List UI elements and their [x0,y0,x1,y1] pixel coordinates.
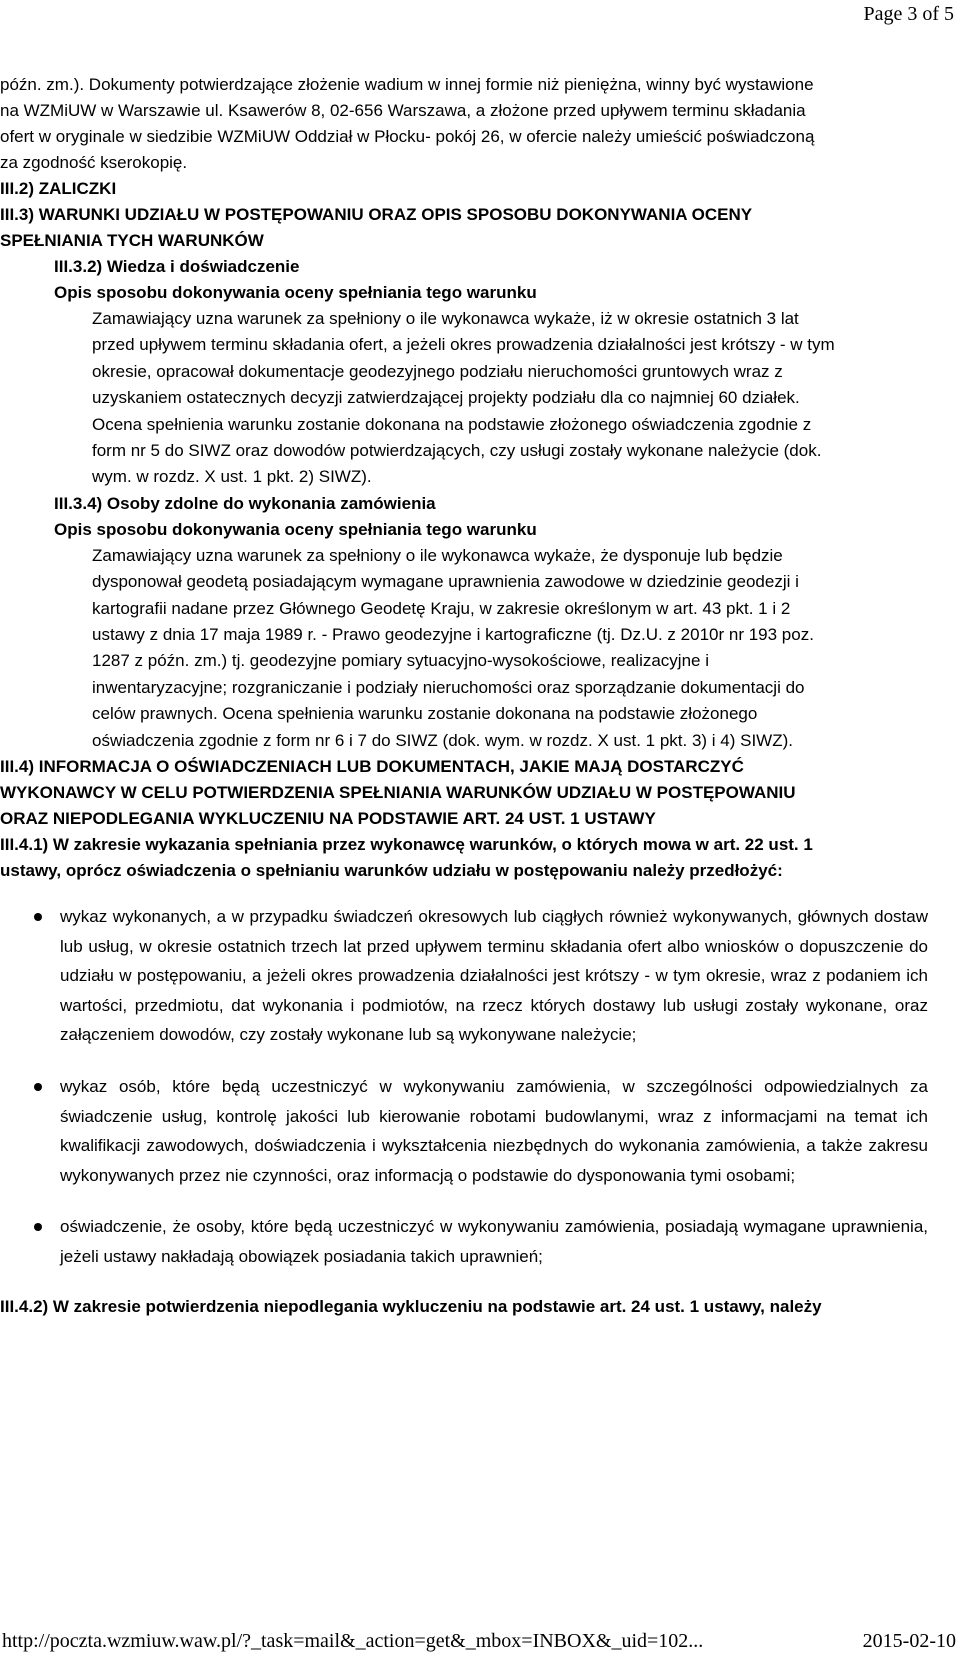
text-line: ustawy z dnia 17 maja 1989 r. - Prawo geodezyjne i kartograficzne (tj. Dz.U. z 2010r nr 193 poz. [92,625,814,645]
text-line: Zamawiający uzna warunek za spełniony o ile wykonawca wykaże, iż w okresie ostatnich 3 lat [92,309,799,328]
subsection-heading-conditions-proof: III.4.1) W zakresie wykazania spełniania przez wykonawcę warunków, o których mowa w art. 22 ust. 1 [0,835,813,855]
section-heading-documents-cont: ORAZ NIEPODLEGANIA WYKLUCZENIU NA PODSTAWIE ART. 24 UST. 1 USTAWY [0,809,656,829]
subsection-heading-conditions-proof-cont: ustawy, oprócz oświadczenia o spełnianiu warunków udziału w postępowaniu należy przedłożyć: [0,861,783,881]
text-line: Ocena spełnienia warunku zostanie dokonana na podstawie złożonego oświadczenia zgodnie z [92,414,812,434]
assessment-label: Opis sposobu dokonywania oceny spełniania tego warunku [54,283,537,302]
assessment-label: Opis sposobu dokonywania oceny spełniania tego warunku [54,519,537,539]
footer-date: 2015-02-10 [862,1630,956,1652]
section-heading-conditions: III.3) WARUNKI UDZIAŁU W POSTĘPOWANIU ORAZ OPIS SPOSOBU DOKONYWANIA OCENY [0,205,753,224]
intro-line: późn. zm.). Dokumenty potwierdzające złożenie wadium w innej formie niż pieniężna, winny być wystawione [0,75,814,94]
page-footer [2,1628,956,1654]
text-line: oświadczenia zgodnie z form nr 6 i 7 do SIWZ (dok. wym. w rozdz. X ust. 1 pkt. 3) i 4) SIWZ). [92,730,794,750]
text-line: kartografii nadane przez Głównego Geodetę Kraju, w zakresie określonym w art. 43 pkt. 1 i 2 [92,598,791,618]
text-line: form nr 5 do SIWZ oraz dowodów potwierdzających, czy usługi zostały wykonane należycie (dok. [92,441,822,461]
bullet-icon [34,1083,42,1091]
list-item [0,902,934,1050]
text-line: dysponował geodetą posiadającym wymagane uprawnienia zawodowe w dziedzinie geodezji i [92,572,799,592]
subsection-heading-personnel: III.3.4) Osoby zdolne do wykonania zamówienia [54,493,436,513]
list-item-text: oświadczenie, że osoby, które będą uczestniczyć w wykonywaniu zamówienia, posiadają wymagane uprawnienia, jeżeli ustawy nakładają obowiązek posiadania takich uprawnień; [60,1217,928,1267]
text-line: przed upływem terminu składania ofert, a jeżeli okres prowadzenia działalności jest krótszy - w tym [92,335,835,355]
experience-description [0,306,934,491]
list-item-text: wykaz osób, które będą uczestniczyć w wykonywaniu zamówienia, w szczególności odpowiedzialnych za świadczenie usług, kontrolę jakości lub kierowanie robotami budowlanymi, wraz z informacjami na temat ich kwalifikacji zawodowych, doświadczenia i wykształcenia niezbędnych do wykonania zamówienia, a także zakresu wykonywanych przez nie czynności, oraz informacją o podstawie do dysponowania tymi osobami; [60,1077,928,1185]
section-heading-documents-cont: WYKONAWCY W CELU POTWIERDZENIA SPEŁNIANIA WARUNKÓW UDZIAŁU W POSTĘPOWANIU [0,783,796,803]
list-item [0,1072,934,1190]
text-line: uzyskaniem ostatecznych decyzji zatwierdzającej projekty podziału dla co najmniej 60 działek. [92,388,800,408]
document-body [0,72,934,1320]
text-line: inwentaryzacyjne; rozgraniczanie i podziały nieruchomości oraz sporządzanie dokumentacji do [92,677,805,697]
section-heading-conditions-cont: SPEŁNIANIA TYCH WARUNKÓW [0,231,264,250]
section-heading-advances: III.2) ZALICZKI [0,179,117,198]
bullet-icon [34,1223,42,1231]
subsection-heading-exclusion: III.4.2) W zakresie potwierdzenia niepodlegania wykluczeniu na podstawie art. 24 ust. 1 ustawy, należy [0,1296,822,1316]
list-item [0,1212,934,1271]
text-line: wym. w rozdz. X ust. 1 pkt. 2) SIWZ). [92,467,372,487]
text-line: okresie, opracował dokumentacje geodezyjnego podziału nieruchomości gruntowych wraz z [92,361,783,381]
intro-line: ofert w oryginale w siedzibie WZMiUW Oddział w Płocku- pokój 26, w ofercie należy umieścić poświadczoną [0,127,815,146]
subsection-heading-experience: III.3.2) Wiedza i doświadczenie [54,257,300,276]
text-line: 1287 z późn. zm.) tj. geodezyjne pomiary sytuacyjno-wysokościowe, realizacyjne i [92,651,709,671]
text-line: Zamawiający uzna warunek za spełniony o ile wykonawca wykaże, że dysponuje lub będzie [92,545,783,565]
section-heading-documents: III.4) INFORMACJA O OŚWIADCZENIACH LUB DOKUMENTACH, JAKIE MAJĄ DOSTARCZYĆ [0,757,744,777]
bullet-icon [34,913,42,921]
required-documents-list [0,902,934,1272]
list-item-text: wykaz wykonanych, a w przypadku świadczeń okresowych lub ciągłych również wykonywanych, głównych dostaw lub usług, w okresie ostatnich trzech lat przed upływem terminu składania ofert albo wniosków o dopuszczenie do udziału w postępowaniu, a jeżeli okres prowadzenia działalności jest krótszy - w tym okresie, wraz z podaniem ich wartości, przedmiotu, dat wykonania i podmiotów, na rzecz których dostawy lub usługi zostały wykonane, oraz załączeniem dowodów, czy zostały wykonane lub są wykonywane należycie; [60,907,928,1045]
intro-line: na WZMiUW w Warszawie ul. Ksawerów 8, 02-656 Warszawa, a złożone przed upływem terminu składania [0,101,806,120]
personnel-description [0,543,934,754]
footer-url: http://poczta.wzmiuw.waw.pl/?_task=mail&_action=get&_mbox=INBOX&_uid=102... [2,1630,704,1652]
page-number: Page 3 of 5 [863,3,954,25]
intro-line: za zgodność kserokopię. [0,153,188,172]
text-line: celów prawnych. Ocena spełnienia warunku zostanie dokonana na podstawie złożonego [92,704,758,724]
